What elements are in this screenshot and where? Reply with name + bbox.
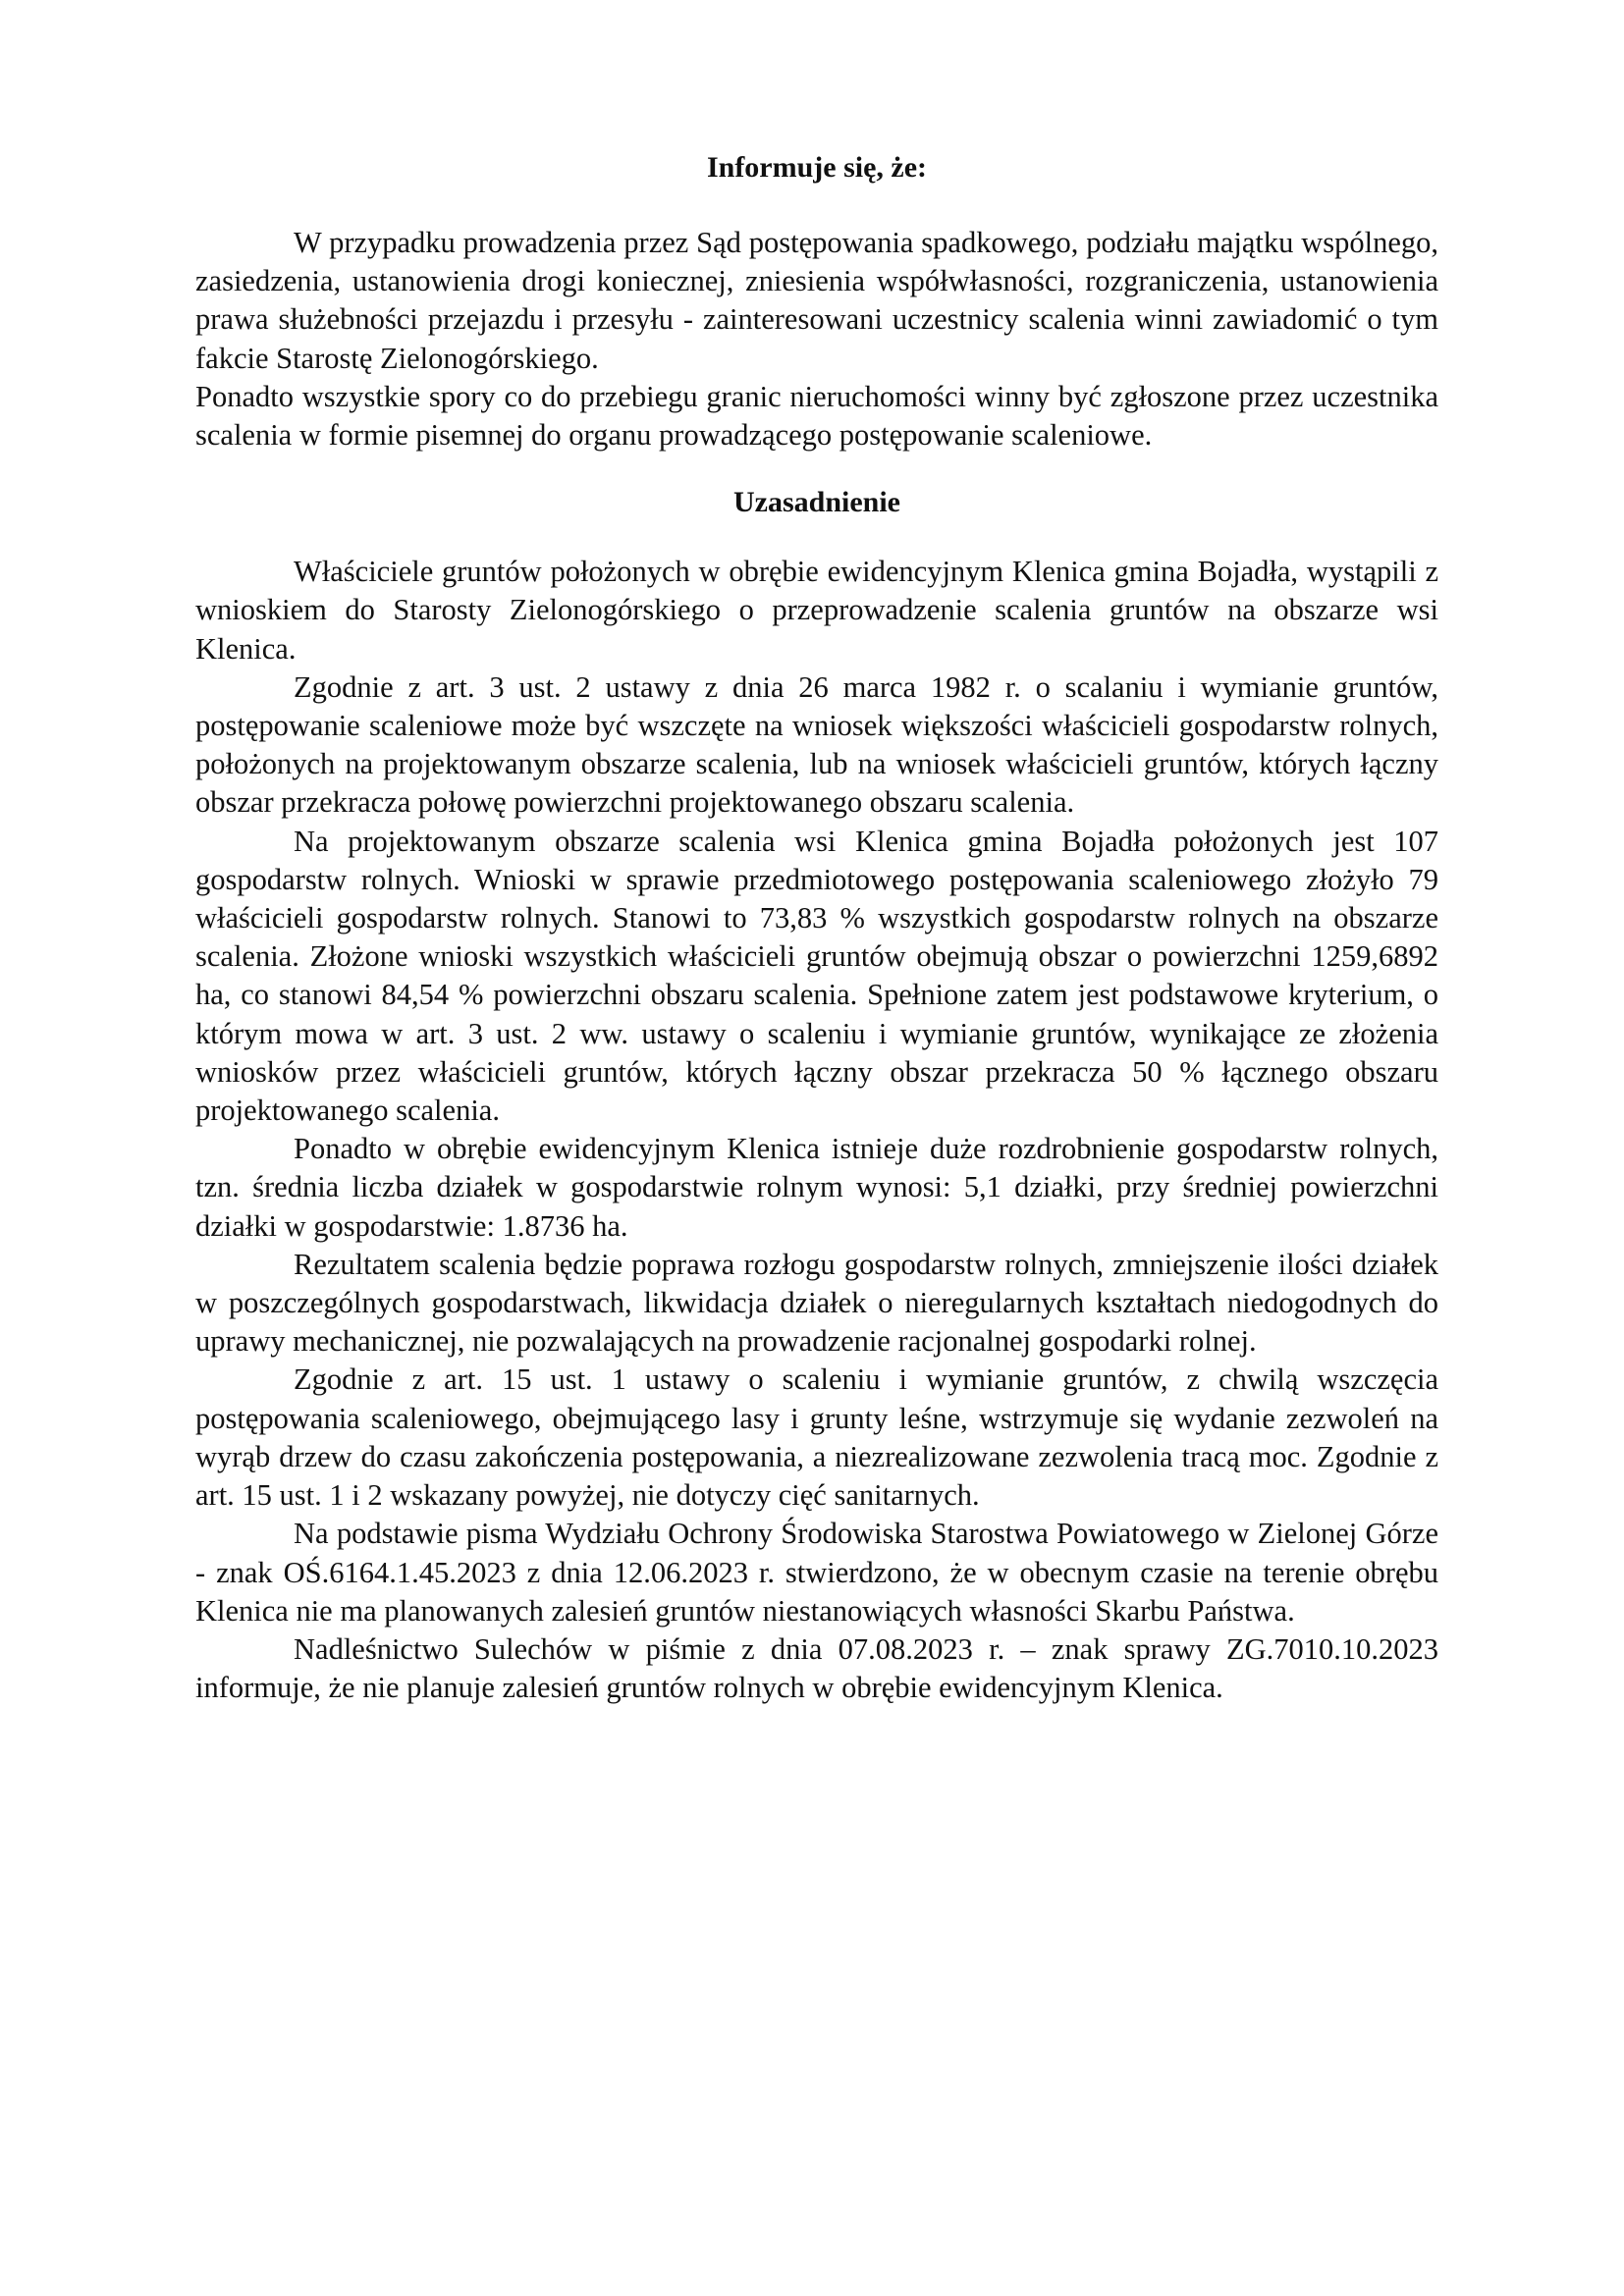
body-paragraph: Ponadto w obrębie ewidencyjnym Klenica istnieje duże rozdrobnienie gospodarstw rolnych, tzn. średnia liczba działek w gospodarstwie rolnym wynosi: 5,1 działki, przy średniej powierzchni działki w gospodarstwie: 1.8736 ha. xyxy=(195,1132,1438,1243)
body-paragraph: Na podstawie pisma Wydziału Ochrony Środowiska Starostwa Powiatowego w Zielonej Górze - znak OŚ.6164.1.45.2023 z dnia 12.06.2023 r. stwierdzono, że w obecnym czasie na terenie obrębu Klenica nie ma planowanych zalesień gruntów niestanowiących własności Skarbu Państwa. xyxy=(195,1517,1438,1628)
body-paragraph: Na projektowanym obszarze scalenia wsi Klenica gmina Bojadła położonych jest 107 gospodarstw rolnych. Wnioski w sprawie przedmiotowego postępowania scaleniowego złożyło 79 właścicieli gospodarstw rolnych. Stanowi to 73,83 % wszystkich gospodarstw rolnych na obszarze scalenia. Złożone wnioski wszystkich właścicieli gruntów obejmują obszar o powierzchni 1259,6892 ha, co stanowi 84,54 % powierzchni obszaru scalenia. Spełnione zatem jest podstawowe kryterium, o którym mowa w art. 3 ust. 2 ww. ustawy o scaleniu i wymianie gruntów, wynikające ze złożenia wniosków przez właścicieli gruntów, których łączny obszar przekracza 50 % łącznego obszaru projektowanego scalenia. xyxy=(195,824,1438,1128)
heading-uzasadnienie: Uzasadnienie xyxy=(732,486,900,519)
heading-informuje: Informuje się, że: xyxy=(706,151,928,184)
intro-paragraph: W przypadku prowadzenia przez Sąd postępowania spadkowego, podziału majątku wspólnego, zasiedzenia, ustanowienia drogi koniecznej, zniesienia współwłasności, rozgraniczenia, ustanowienia prawa służebności przejazdu i przesyłu - zainteresowani uczestnicy scalenia winni zawiadomić o tym fakcie Starostę Zielonogórskiego. xyxy=(195,226,1438,375)
body-paragraph: Właściciele gruntów położonych w obrębie ewidencyjnym Klenica gmina Bojadła, wystąpili z wnioskiem do Starosty Zielonogórskiego o przeprowadzenie scalenia gruntów na obszarze wsi Klenica. xyxy=(195,555,1438,666)
justification-section xyxy=(195,553,1438,1707)
body-paragraph: Rezultatem scalenia będzie poprawa rozłogu gospodarstw rolnych, zmniejszenie ilości działek w poszczególnych gospodarstwach, likwidacja działek o nieregularnych kształtach niedogodnych do uprawy mechanicznej, nie pozwalających na prowadzenie racjonalnej gospodarki rolnej. xyxy=(195,1247,1438,1359)
body-paragraph: Zgodnie z art. 3 ust. 2 ustawy z dnia 26 marca 1982 r. o scalaniu i wymianie gruntów, postępowanie scaleniowe może być wszczęte na wniosek większości właścicieli gospodarstw rolnych, położonych na projektowanym obszarze scalenia, lub na wniosek właścicieli gruntów, których łączny obszar przekracza połowę powierzchni projektowanego obszaru scalenia. xyxy=(195,669,1438,820)
intro-paragraph: Ponadto wszystkie spory co do przebiegu granic nieruchomości winny być zgłoszone przez uczestnika scalenia w formie pisemnej do organu prowadzącego postępowanie scaleniowe. xyxy=(195,379,1438,453)
body-paragraph: Nadleśnictwo Sulechów w piśmie z dnia 07.08.2023 r. – znak sprawy ZG.7010.10.2023 informuje, że nie planuje zalesień gruntów rolnych w obrębie ewidencyjnym Klenica. xyxy=(195,1631,1438,1705)
intro-section xyxy=(195,224,1438,454)
document-page xyxy=(195,147,1438,1707)
body-paragraph: Zgodnie z art. 15 ust. 1 ustawy o scaleniu i wymianie gruntów, z chwilą wszczęcia postępowania scaleniowego, obejmującego lasy i grunty leśne, wstrzymuje się wydanie zezwoleń na wyrąb drzew do czasu zakończenia postępowania, a niezrealizowane zezwolenia tracą moc. Zgodnie z art. 15 ust. 1 i 2 wskazany powyżej, nie dotyczy cięć sanitarnych. xyxy=(195,1362,1438,1513)
